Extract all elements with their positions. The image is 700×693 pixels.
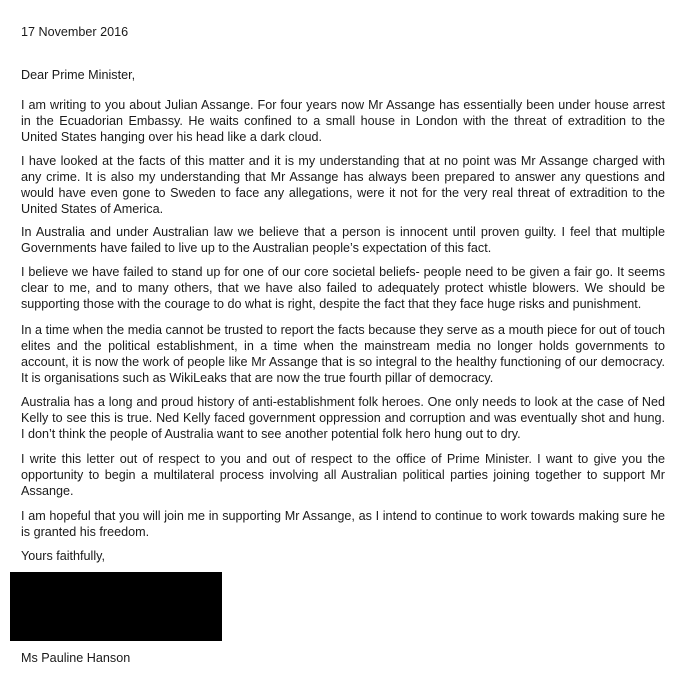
paragraph-7: I write this letter out of respect to you and out of respect to the office of Prime Minister. I want to give you the opportunity to begin a multilateral process involving all Australian political parties joining together to support Mr Assange. bbox=[21, 452, 665, 498]
letter-date: 17 November 2016 bbox=[21, 25, 129, 39]
paragraph-5: In a time when the media cannot be trusted to report the facts because they serve as a mouth piece for out of touch elites and the political establishment, in a time when the mainstream media no longer holds governments to account, it is now the work of people like Mr Assange that is so integral to the healthy functioning of our democracy. It is organisations such as WikiLeaks that are now the true fourth pillar of democracy. bbox=[21, 323, 665, 385]
paragraph-2: I have looked at the facts of this matter and it is my understanding that at no point was Mr Assange charged with any crime. It is also my understanding that Mr Assange has always been prepared to answer any questions and would have even gone to Sweden to face any allegations, were it not for the very real threat of extradition to the United States of America. bbox=[21, 154, 665, 216]
salutation: Dear Prime Minister, bbox=[21, 68, 136, 82]
paragraph-8: I am hopeful that you will join me in supporting Mr Assange, as I intend to continue to work towards making sure he is granted his freedom. bbox=[21, 509, 665, 539]
closing: Yours faithfully, bbox=[21, 549, 106, 563]
signatory-name: Ms Pauline Hanson bbox=[21, 651, 131, 665]
paragraph-6: Australia has a long and proud history of anti-establishment folk heroes. One only needs to look at the case of Ned Kelly to see this is true. Ned Kelly faced government oppression and corruption and was eventually shot and hung. I don’t think the people of Australia want to see another potential folk hero hung out to dry. bbox=[21, 395, 665, 441]
paragraph-3: In Australia and under Australian law we believe that a person is innocent until proven guilty. I feel that multiple Governments have failed to live up to the Australian people’s expectation of this fact. bbox=[21, 225, 665, 255]
signature-redaction bbox=[10, 572, 222, 641]
paragraph-1: I am writing to you about Julian Assange. For four years now Mr Assange has essentially been under house arrest in the Ecuadorian Embassy. He waits confined to a small house in London with the threat of extradition to the United States hanging over his head like a dark cloud. bbox=[21, 98, 665, 144]
paragraph-4: I believe we have failed to stand up for one of our core societal beliefs- people need to be given a fair go. It seems clear to me, and to many others, that we have also failed to adequately protect whistle blowers. We should be supporting those with the courage to do what is right, despite the fact that they face huge risks and punishment. bbox=[21, 265, 665, 311]
